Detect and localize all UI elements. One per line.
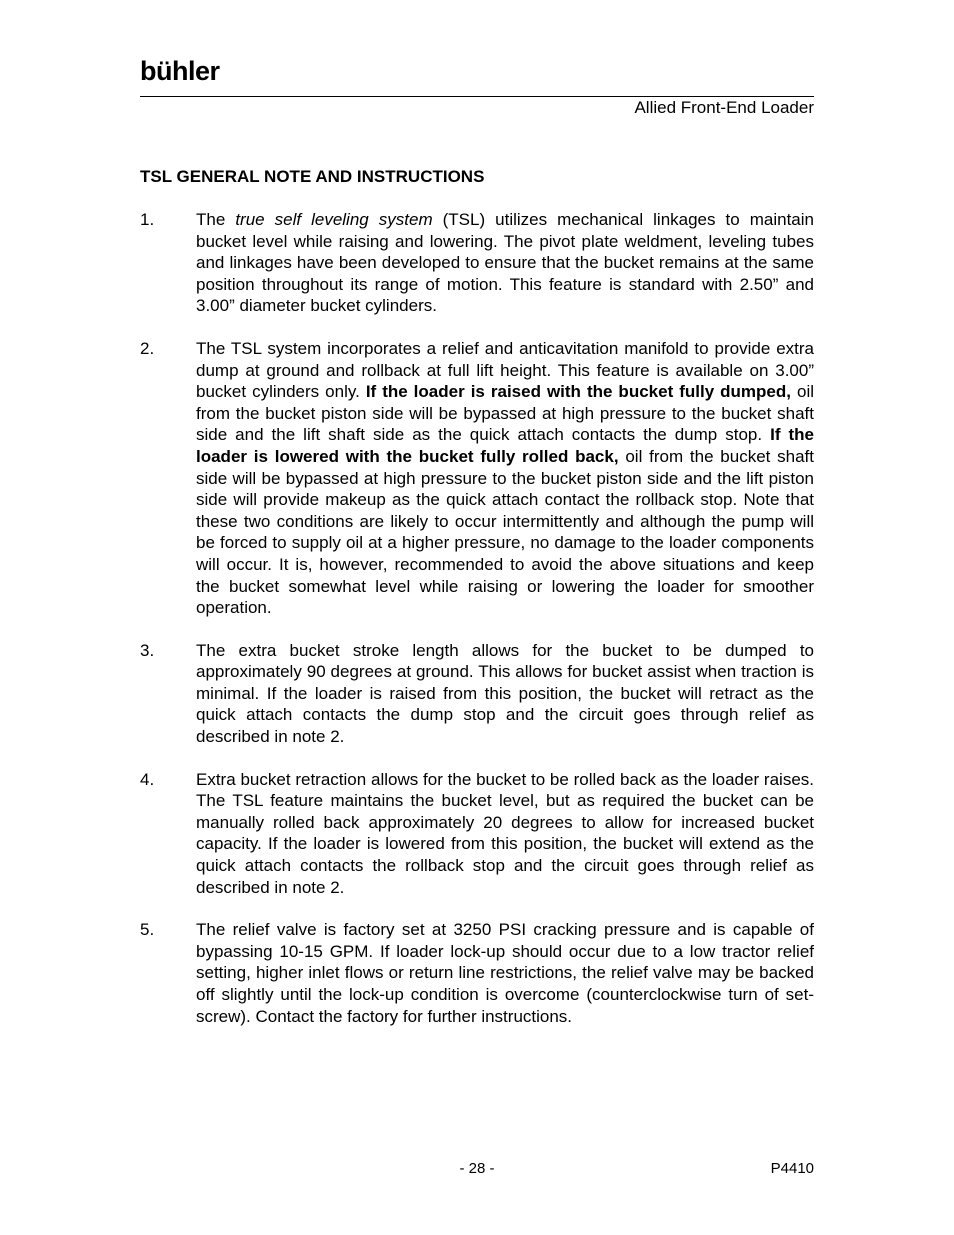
bold-condition: If the loader is raised with the bucket fully dumped, xyxy=(365,382,791,402)
note-1 xyxy=(140,209,814,317)
note-number: 2. xyxy=(140,338,155,358)
page-number: - 28 - xyxy=(459,1160,495,1177)
document-number: P4410 xyxy=(770,1160,814,1177)
notes-list xyxy=(140,209,814,1048)
note-2 xyxy=(140,338,814,619)
header-rule xyxy=(140,96,814,97)
note-text: The extra bucket stroke length allows for the bucket to be dumped to approximately 90 degrees at ground. This allows for bucket assist when traction is minimal. If the loader is raised from this position, the bucket will retract as the quick attach contacts the dump stop and the circuit goes through relief as described in note 2. xyxy=(196,640,814,747)
note-text: The relief valve is factory set at 3250 PSI cracking pressure and is capable of bypassing 10-15 GPM. If loader lock-up should occur due to a low tractor relief setting, higher inlet flows or return line restrictions, the relief valve may be backed off slightly until the lock-up condition is overcome (counterclockwise turn of set-screw). Contact the factory for further instructions. xyxy=(196,920,814,1026)
header-title: Allied Front-End Loader xyxy=(634,98,814,117)
note-3 xyxy=(140,640,814,748)
note-4 xyxy=(140,769,814,899)
note-number: 1. xyxy=(140,210,155,229)
note-text: The TSL system incorporates a relief and anticavitation manifold to provide extra dump at ground and rollback at full lift height. This feature is available on 3.00” bucket cylinders only. If the loader is raised with the bucket fully dumped, oil from the bucket piston side will be bypassed at high pressure to the bucket shaft side and the lift shaft side as the quick attach contacts the dump stop. If the loader is lowered with the bucket fully rolled back, oil from the bucket shaft side will be bypassed at high pressure to the bucket piston side and the lift piston side will provide makeup as the quick attach contact the rollback stop. Note that these two conditions are likely to occur intermittently and although the pump will be forced to supply oil at a higher pressure, no damage to the loader components will occur. It is, however, recommended to avoid the above situations and keep the bucket somewhat level while raising or lowering the loader for smoother operation. xyxy=(196,338,815,618)
bold-condition: If the loader is lowered with the bucket fully rolled back, xyxy=(196,425,814,466)
note-text: The true self leveling system (TSL) utilizes mechanical linkages to maintain bucket level while raising and lowering. The pivot plate weldment, leveling tubes and linkages have been developed to ensure that the bucket remains at the same position throughout its range of motion. This feature is standard with 2.50” and 3.00” diameter bucket cylinders. xyxy=(196,210,814,316)
note-5 xyxy=(140,919,814,1027)
note-text: Extra bucket retraction allows for the bucket to be rolled back as the loader raises. The TSL feature maintains the bucket level, but as required the bucket can be manually rolled back approximately 20 degrees to allow for increased bucket capacity. If the loader is lowered from this position, the bucket will extend as the quick attach contacts the rollback stop and the circuit goes through relief as described in note 2. xyxy=(196,769,814,897)
buhler-logo: bühler xyxy=(140,56,220,86)
section-title: TSL GENERAL NOTE AND INSTRUCTIONS xyxy=(140,167,485,186)
note-number: 5. xyxy=(140,920,155,940)
note-number: 3. xyxy=(140,640,155,660)
note-number: 4. xyxy=(140,769,155,789)
italic-term: true self leveling system xyxy=(235,210,433,229)
